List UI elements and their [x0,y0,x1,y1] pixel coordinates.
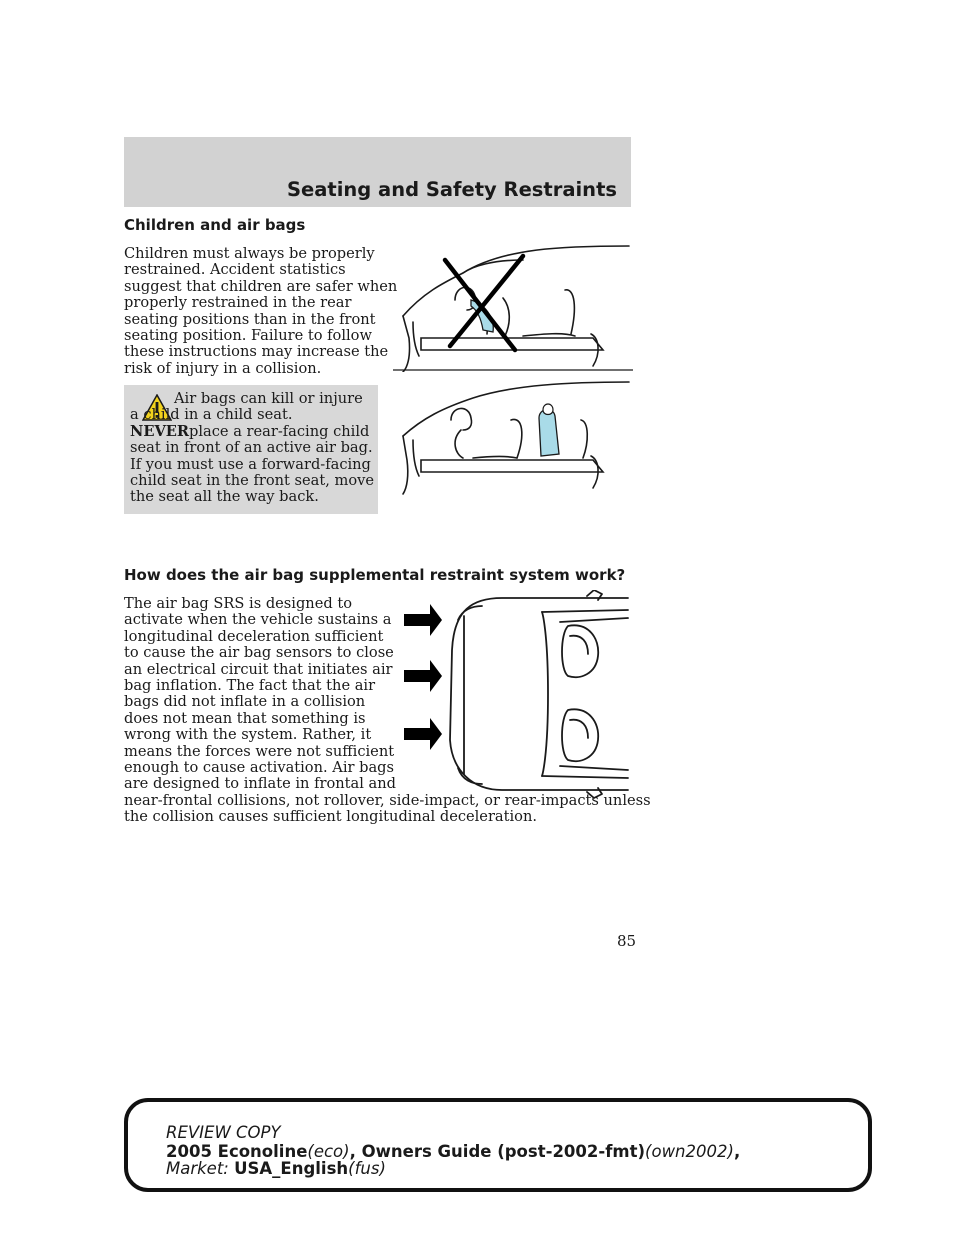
text-line: longitudinal deceleration sufficient [124,627,384,645]
text-line: risk of injury in a collision. [124,359,322,377]
text-line: an electrical circuit that initiates air [124,660,393,678]
text-line: to cause the air bag sensors to close [124,644,394,662]
text-line: The air bag SRS is designed to [124,595,352,612]
text-line: enough to cause activation. Air bags [124,759,394,777]
heading-children-and-air-bags: Children and air bags [124,216,306,234]
text-line: bag inflation. The fact that the air [124,677,376,695]
warning-lead: Air bags can kill or injure a child in a child seat. [130,390,363,424]
footer-market-label: Market: [166,1159,235,1178]
text-line: Children must always be properly [124,245,375,262]
footer-review-copy: REVIEW COPY [166,1123,281,1142]
text-line: does not mean that something is [124,709,366,727]
section-title: Seating and Safety Restraints [286,178,617,201]
figure-child-seat-rear [393,380,633,498]
paragraph-children-restrained [124,246,397,377]
page-number: 85 [617,932,637,950]
warning-rest: place a rear-facing child seat in front of an active air bag. If you must use a forward-facing child seat in the front seat, move the seat all the way back. [130,422,375,506]
footer-guide: , Owners Guide (post-2002-fmt) [349,1142,646,1161]
arrow-right-icon [404,660,442,692]
section-header-band [124,137,631,207]
footer-market: USA_English [234,1159,349,1178]
footer-market-code: (fus) [348,1159,386,1178]
figure-rear-facing-seat-crossed [393,238,633,372]
warning-text [130,391,374,506]
text-line: are designed to inflate in frontal and [124,775,396,793]
warning-box [124,385,378,514]
text-line: wrong with the system. Rather, it [124,726,372,744]
text-line: restrained. Accident statistics [124,261,346,279]
footer-comma: , [733,1142,741,1161]
footer-model: 2005 Econoline [166,1142,308,1161]
footer-model-code: (eco) [307,1142,350,1161]
text-line: bags did not inflate in a collision [124,693,366,711]
arrow-right-icon [404,718,442,750]
text-line: seating positions than in the front [124,310,376,328]
text-line: suggest that children are safer when [124,277,398,295]
text-line: these instructions may increase the [124,343,389,361]
text-line: means the forces were not sufficient [124,742,395,760]
warning-emphasis: NEVER [130,422,190,440]
footer-market-line [166,1160,386,1178]
footer-guide-code: (own2002) [645,1142,734,1161]
text-line: activate when the vehicle sustains a [124,611,392,629]
heading-how-airbag-works: How does the air bag supplemental restraint system work? [124,566,626,584]
arrow-right-icon [404,604,442,636]
figure-frontal-impact-arrows [392,590,632,800]
text-line: properly restrained in the rear [124,294,352,312]
text-line: the collision causes sufficient longitudinal deceleration. [124,808,537,826]
text-line: seating position. Failure to follow [124,327,372,345]
text-line: near-frontal collisions, not rollover, side-impact, or rear-impacts unless [124,791,651,809]
